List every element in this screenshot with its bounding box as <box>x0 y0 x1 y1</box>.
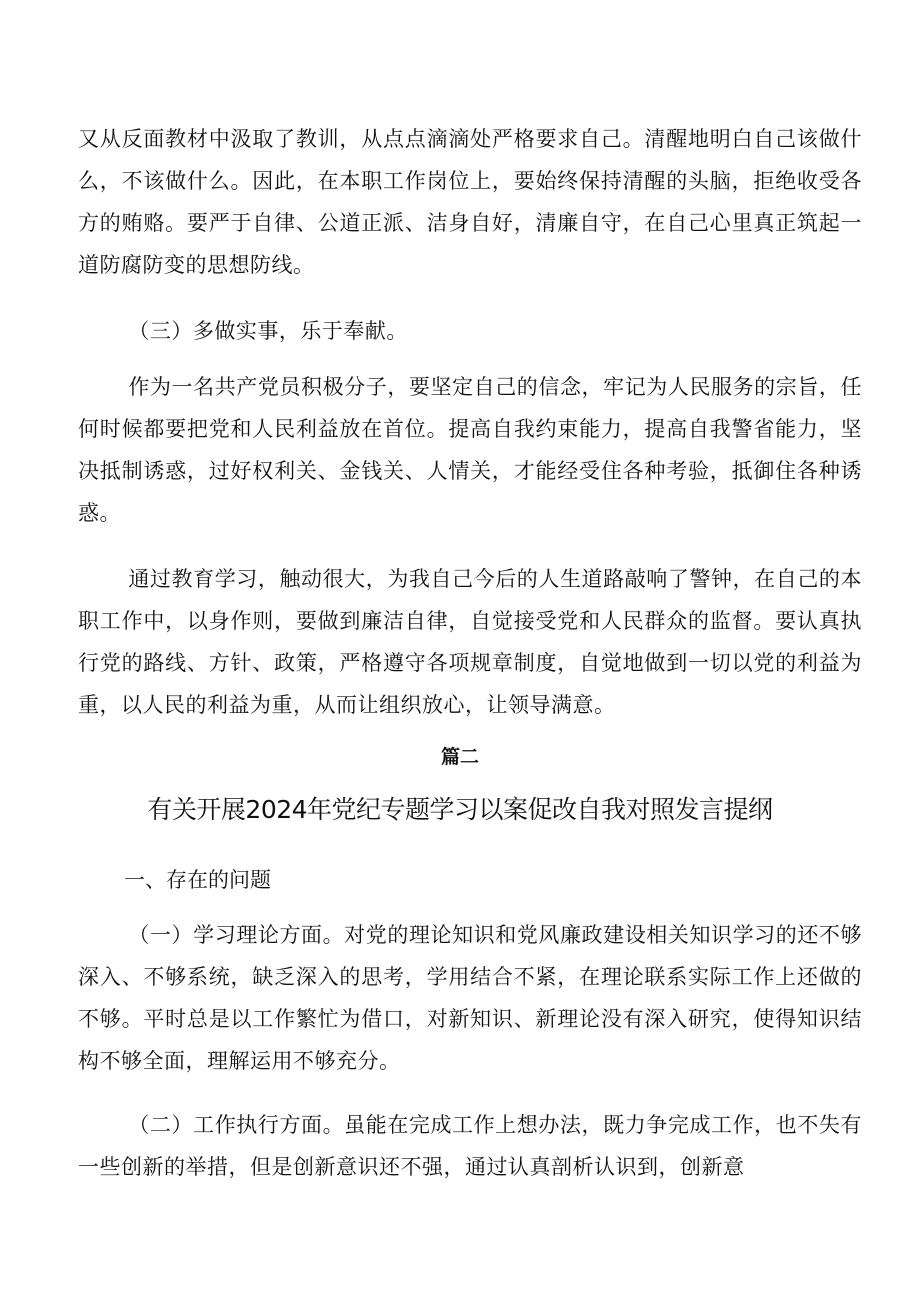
section-label: 篇二 <box>440 746 479 768</box>
paragraph-continuation: 又从反面教材中汲取了教训，从点点滴滴处严格要求自己。清醒地明白自己该做什么，不该做什么。因此，在本职工作岗位上，要始终保持清醒的头脑，拒绝收受各方的贿赂。要严于自律、公道正派、洁身自好，清廉自守，在自己心里真正筑起一道防腐防变的思想防线。 <box>78 127 862 277</box>
subheading-three: （三）多做实事，乐于奉献。 <box>128 319 408 343</box>
paragraph-education-study: 通过教育学习，触动很大，为我自己今后的人生道路敲响了警钟，在自己的本职工作中，以身作则，要做到廉洁自律，自觉接受党和人民群众的监督。要认真执行党的路线、方针、政策，严格遵守各项规章制度，自觉地做到一切以党的利益为重，以人民的利益为重，从而让组织放心，让领导满意。 <box>78 567 862 717</box>
paragraph-work-execution: （二）工作执行方面。虽能在完成工作上想办法，既力争完成工作，也不失有一些创新的举措，但是创新意识还不强，通过认真剖析认识到，创新意 <box>78 1113 862 1179</box>
paragraph-theory-study: （一）学习理论方面。对党的理论知识和党风廉政建设相关知识学习的还不够深入、不够系统，缺乏深入的思考，学用结合不紧，在理论联系实际工作上还做的不够。平时总是以工作繁忙为借口，对新知识、新理论没有深入研究，使得知识结构不够全面，理解运用不够充分。 <box>78 923 862 1073</box>
paragraph-party-member: 作为一名共产党员积极分子，要坚定自己的信念，牢记为人民服务的宗旨，任何时候都要把党和人民利益放在首位。提高自我约束能力，提高自我警省能力，坚决抵制诱惑，过好权利关、金钱关、人情关，才能经受住各种考验，抵御住各种诱惑。 <box>78 375 862 525</box>
document-title: 有关开展2024年党纪专题学习以案促改自我对照发言提纲 <box>147 795 773 824</box>
heading-existing-problems: 一、存在的问题 <box>124 868 271 892</box>
